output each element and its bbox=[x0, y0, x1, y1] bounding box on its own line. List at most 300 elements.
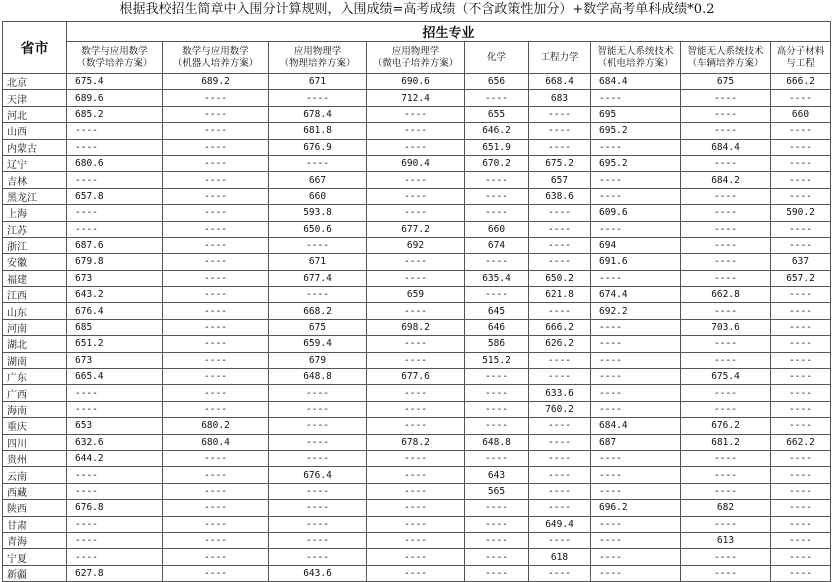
score-cell: ---- bbox=[681, 336, 771, 352]
score-cell: ---- bbox=[681, 516, 771, 532]
score-cell: ---- bbox=[163, 205, 269, 221]
score-cell: ---- bbox=[163, 565, 269, 581]
province-cell: 吉林 bbox=[3, 172, 67, 188]
score-cell: ---- bbox=[163, 336, 269, 352]
table-row bbox=[3, 516, 831, 532]
table-row bbox=[3, 155, 831, 171]
major-plan: 与工程 bbox=[786, 57, 815, 69]
major-name: 应用物理学 bbox=[293, 45, 342, 57]
province-cell: 新疆 bbox=[3, 565, 67, 581]
score-cell: 671 bbox=[269, 74, 367, 90]
score-cell: ---- bbox=[771, 369, 831, 385]
province-cell: 江苏 bbox=[3, 221, 67, 237]
score-cell: 680.4 bbox=[163, 434, 269, 450]
province-cell: 陕西 bbox=[3, 500, 67, 516]
score-cell: ---- bbox=[367, 303, 465, 319]
major-name: 应用物理学 bbox=[391, 45, 440, 57]
score-cell: 660 bbox=[269, 188, 367, 204]
province-cell: 北京 bbox=[3, 74, 67, 90]
score-cell: ---- bbox=[681, 205, 771, 221]
score-cell: 691.6 bbox=[591, 254, 681, 270]
score-cell: ---- bbox=[269, 418, 367, 434]
score-cell: 613 bbox=[681, 532, 771, 548]
score-cell: 662.8 bbox=[681, 287, 771, 303]
score-cell: ---- bbox=[771, 303, 831, 319]
score-cell: ---- bbox=[163, 172, 269, 188]
province-cell: 黑龙江 bbox=[3, 188, 67, 204]
score-cell: ---- bbox=[681, 106, 771, 122]
score-cell: ---- bbox=[465, 401, 529, 417]
score-cell: 609.6 bbox=[591, 205, 681, 221]
score-cell: ---- bbox=[163, 450, 269, 466]
score-cell: 685.2 bbox=[67, 106, 163, 122]
score-cell: ---- bbox=[771, 532, 831, 548]
score-cell: 621.8 bbox=[529, 287, 591, 303]
score-cell: ---- bbox=[771, 500, 831, 516]
score-cell: 680.6 bbox=[67, 155, 163, 171]
score-cell: ---- bbox=[465, 369, 529, 385]
score-cell: 692.2 bbox=[591, 303, 681, 319]
score-cell: ---- bbox=[465, 565, 529, 581]
table-row bbox=[3, 188, 831, 204]
score-cell: 565 bbox=[465, 483, 529, 499]
score-cell: ---- bbox=[591, 319, 681, 335]
score-cell: 635.4 bbox=[465, 270, 529, 286]
province-cell: 甘肃 bbox=[3, 516, 67, 532]
score-cell: ---- bbox=[681, 483, 771, 499]
score-cell: ---- bbox=[269, 287, 367, 303]
score-cell: ---- bbox=[681, 450, 771, 466]
province-cell: 湖南 bbox=[3, 352, 67, 368]
score-cell: ---- bbox=[591, 270, 681, 286]
score-cell: ---- bbox=[529, 237, 591, 253]
score-cell: ---- bbox=[681, 123, 771, 139]
score-cell: ---- bbox=[681, 303, 771, 319]
score-cell: 677.4 bbox=[269, 270, 367, 286]
score-cell: ---- bbox=[771, 336, 831, 352]
score-cell: 690.4 bbox=[367, 155, 465, 171]
score-cell: 650.6 bbox=[269, 221, 367, 237]
score-cell: ---- bbox=[67, 516, 163, 532]
score-cell: ---- bbox=[367, 483, 465, 499]
score-cell: 683 bbox=[529, 90, 591, 106]
score-cell: 638.6 bbox=[529, 188, 591, 204]
score-cell: ---- bbox=[529, 254, 591, 270]
score-cell: 695.2 bbox=[591, 123, 681, 139]
score-cell: ---- bbox=[367, 450, 465, 466]
score-cell: ---- bbox=[465, 450, 529, 466]
major-name: 工程力学 bbox=[540, 51, 579, 63]
score-cell: ---- bbox=[367, 500, 465, 516]
score-cell: 712.4 bbox=[367, 90, 465, 106]
score-cell: 760.2 bbox=[529, 401, 591, 417]
score-cell: 593.8 bbox=[269, 205, 367, 221]
score-cell: 648.8 bbox=[465, 434, 529, 450]
major-name: 智能无人系统技术 bbox=[597, 45, 674, 57]
table-row bbox=[3, 90, 831, 106]
score-cell: ---- bbox=[269, 516, 367, 532]
score-cell: 692 bbox=[367, 237, 465, 253]
score-cell: ---- bbox=[529, 123, 591, 139]
score-cell: ---- bbox=[367, 549, 465, 565]
score-cell: 643.2 bbox=[67, 287, 163, 303]
score-cell: 675.4 bbox=[681, 369, 771, 385]
score-cell: 680.2 bbox=[163, 418, 269, 434]
score-cell: ---- bbox=[163, 483, 269, 499]
score-cell: ---- bbox=[367, 532, 465, 548]
score-cell: 632.6 bbox=[67, 434, 163, 450]
province-cell: 西藏 bbox=[3, 483, 67, 499]
score-cell: ---- bbox=[465, 500, 529, 516]
table-row bbox=[3, 369, 831, 385]
table-row bbox=[3, 385, 831, 401]
table-row bbox=[3, 106, 831, 122]
province-cell: 广东 bbox=[3, 369, 67, 385]
score-cell: 651.9 bbox=[465, 139, 529, 155]
score-cell: 687 bbox=[591, 434, 681, 450]
major-name: 高分子材料 bbox=[776, 45, 825, 57]
major-name: 化学 bbox=[486, 51, 506, 63]
score-cell: ---- bbox=[367, 172, 465, 188]
major-group-header: 招生专业 bbox=[67, 22, 831, 42]
score-cell: 644.2 bbox=[67, 450, 163, 466]
score-cell: ---- bbox=[681, 90, 771, 106]
score-cell: 677.2 bbox=[367, 221, 465, 237]
major-column-header bbox=[529, 42, 591, 74]
province-cell: 河南 bbox=[3, 319, 67, 335]
score-cell: ---- bbox=[269, 450, 367, 466]
score-cell: 677.6 bbox=[367, 369, 465, 385]
score-cell: ---- bbox=[591, 450, 681, 466]
province-cell: 贵州 bbox=[3, 450, 67, 466]
score-cell: ---- bbox=[771, 565, 831, 581]
province-cell: 四川 bbox=[3, 434, 67, 450]
province-cell: 湖北 bbox=[3, 336, 67, 352]
province-cell: 广西 bbox=[3, 385, 67, 401]
score-cell: 676.8 bbox=[67, 500, 163, 516]
score-cell: 684.2 bbox=[681, 172, 771, 188]
score-cell: ---- bbox=[163, 369, 269, 385]
score-cell: ---- bbox=[529, 221, 591, 237]
score-cell: ---- bbox=[529, 369, 591, 385]
score-cell: ---- bbox=[465, 385, 529, 401]
score-cell: ---- bbox=[771, 155, 831, 171]
score-cell: 656 bbox=[465, 74, 529, 90]
score-cell: ---- bbox=[269, 401, 367, 417]
score-cell: ---- bbox=[591, 401, 681, 417]
score-cell: ---- bbox=[465, 549, 529, 565]
score-cell: ---- bbox=[67, 401, 163, 417]
score-cell: 684.4 bbox=[591, 74, 681, 90]
score-cell: ---- bbox=[529, 532, 591, 548]
score-cell: 684.4 bbox=[591, 418, 681, 434]
score-cell: 689.2 bbox=[163, 74, 269, 90]
admission-score-table bbox=[2, 21, 831, 582]
score-cell: ---- bbox=[681, 270, 771, 286]
table-row bbox=[3, 467, 831, 483]
score-cell: ---- bbox=[591, 90, 681, 106]
score-cell: 671 bbox=[269, 254, 367, 270]
score-cell: ---- bbox=[771, 483, 831, 499]
score-cell: 660 bbox=[771, 106, 831, 122]
score-cell: ---- bbox=[591, 467, 681, 483]
score-cell: 687.6 bbox=[67, 237, 163, 253]
score-cell: 676.4 bbox=[269, 467, 367, 483]
major-column-header bbox=[163, 42, 269, 74]
score-cell: ---- bbox=[771, 450, 831, 466]
table-row bbox=[3, 287, 831, 303]
table-row bbox=[3, 303, 831, 319]
major-name: 智能无人系统技术 bbox=[687, 45, 764, 57]
score-cell: ---- bbox=[163, 155, 269, 171]
major-column-header bbox=[367, 42, 465, 74]
major-column-header bbox=[465, 42, 529, 74]
score-cell: ---- bbox=[163, 401, 269, 417]
score-cell: ---- bbox=[269, 532, 367, 548]
score-cell: ---- bbox=[163, 467, 269, 483]
score-cell: 586 bbox=[465, 336, 529, 352]
score-cell: 643.6 bbox=[269, 565, 367, 581]
score-cell: 659 bbox=[367, 287, 465, 303]
score-cell: ---- bbox=[163, 237, 269, 253]
score-cell: ---- bbox=[269, 483, 367, 499]
province-cell: 辽宁 bbox=[3, 155, 67, 171]
score-cell: ---- bbox=[163, 188, 269, 204]
major-column-header bbox=[681, 42, 771, 74]
province-cell: 河北 bbox=[3, 106, 67, 122]
province-cell: 安徽 bbox=[3, 254, 67, 270]
province-cell: 海南 bbox=[3, 401, 67, 417]
score-cell: ---- bbox=[681, 565, 771, 581]
score-cell: ---- bbox=[465, 90, 529, 106]
table-row bbox=[3, 254, 831, 270]
score-cell: 682 bbox=[681, 500, 771, 516]
score-cell: 590.2 bbox=[771, 205, 831, 221]
score-cell: ---- bbox=[681, 467, 771, 483]
score-cell: 670.2 bbox=[465, 155, 529, 171]
score-cell: 666.2 bbox=[771, 74, 831, 90]
score-cell: 645 bbox=[465, 303, 529, 319]
score-cell: ---- bbox=[163, 319, 269, 335]
score-cell: ---- bbox=[529, 483, 591, 499]
score-cell: ---- bbox=[529, 434, 591, 450]
score-cell: ---- bbox=[367, 106, 465, 122]
score-cell: ---- bbox=[771, 352, 831, 368]
major-column-header bbox=[771, 42, 831, 74]
score-cell: ---- bbox=[771, 237, 831, 253]
score-cell: ---- bbox=[771, 549, 831, 565]
score-cell: ---- bbox=[67, 467, 163, 483]
province-cell: 重庆 bbox=[3, 418, 67, 434]
score-cell: 673 bbox=[67, 270, 163, 286]
score-cell: ---- bbox=[591, 565, 681, 581]
score-cell: 651.2 bbox=[67, 336, 163, 352]
score-cell: ---- bbox=[591, 172, 681, 188]
province-cell: 山西 bbox=[3, 123, 67, 139]
score-cell: ---- bbox=[163, 254, 269, 270]
score-cell: ---- bbox=[163, 532, 269, 548]
score-cell: ---- bbox=[67, 172, 163, 188]
score-cell: ---- bbox=[529, 352, 591, 368]
score-cell: 673 bbox=[67, 352, 163, 368]
score-cell: ---- bbox=[681, 549, 771, 565]
score-cell: 679 bbox=[269, 352, 367, 368]
table-row bbox=[3, 205, 831, 221]
province-cell: 福建 bbox=[3, 270, 67, 286]
score-cell: ---- bbox=[465, 287, 529, 303]
score-cell: 679.8 bbox=[67, 254, 163, 270]
score-cell: 668.2 bbox=[269, 303, 367, 319]
score-cell: ---- bbox=[163, 287, 269, 303]
score-cell: ---- bbox=[367, 254, 465, 270]
major-column-header bbox=[591, 42, 681, 74]
score-cell: ---- bbox=[591, 532, 681, 548]
score-cell: 665.4 bbox=[67, 369, 163, 385]
score-cell: 689.6 bbox=[67, 90, 163, 106]
score-cell: 657.8 bbox=[67, 188, 163, 204]
score-cell: ---- bbox=[681, 155, 771, 171]
score-cell: ---- bbox=[269, 385, 367, 401]
score-cell: 646.2 bbox=[465, 123, 529, 139]
score-cell: 674.4 bbox=[591, 287, 681, 303]
score-cell: 653 bbox=[67, 418, 163, 434]
table-row bbox=[3, 221, 831, 237]
score-cell: 681.8 bbox=[269, 123, 367, 139]
score-cell: ---- bbox=[67, 385, 163, 401]
table-row bbox=[3, 483, 831, 499]
score-cell: ---- bbox=[367, 401, 465, 417]
score-cell: 633.6 bbox=[529, 385, 591, 401]
table-row bbox=[3, 352, 831, 368]
score-cell: ---- bbox=[163, 106, 269, 122]
score-cell: ---- bbox=[771, 139, 831, 155]
score-cell: 675 bbox=[681, 74, 771, 90]
score-cell: ---- bbox=[771, 221, 831, 237]
score-cell: ---- bbox=[367, 123, 465, 139]
table-row bbox=[3, 74, 831, 90]
score-cell: ---- bbox=[367, 205, 465, 221]
score-cell: ---- bbox=[163, 123, 269, 139]
table-row bbox=[3, 418, 831, 434]
table-row bbox=[3, 123, 831, 139]
score-cell: 690.6 bbox=[367, 74, 465, 90]
province-cell: 山东 bbox=[3, 303, 67, 319]
province-cell: 青海 bbox=[3, 532, 67, 548]
score-cell: ---- bbox=[67, 139, 163, 155]
score-cell: ---- bbox=[681, 188, 771, 204]
score-cell: ---- bbox=[367, 336, 465, 352]
table-row bbox=[3, 319, 831, 335]
table-row bbox=[3, 172, 831, 188]
score-cell: ---- bbox=[163, 270, 269, 286]
score-cell: 681.2 bbox=[681, 434, 771, 450]
score-cell: 627.8 bbox=[67, 565, 163, 581]
score-cell: ---- bbox=[67, 123, 163, 139]
score-cell: ---- bbox=[771, 401, 831, 417]
score-cell: ---- bbox=[529, 139, 591, 155]
score-cell: ---- bbox=[771, 319, 831, 335]
score-cell: ---- bbox=[771, 516, 831, 532]
score-cell: ---- bbox=[681, 385, 771, 401]
score-cell: 678.4 bbox=[269, 106, 367, 122]
score-cell: 695 bbox=[591, 106, 681, 122]
table-row bbox=[3, 434, 831, 450]
score-cell: 618 bbox=[529, 549, 591, 565]
score-cell: ---- bbox=[771, 172, 831, 188]
score-cell: ---- bbox=[269, 434, 367, 450]
score-cell: 626.2 bbox=[529, 336, 591, 352]
score-cell: ---- bbox=[681, 254, 771, 270]
score-cell: 660 bbox=[465, 221, 529, 237]
score-cell: ---- bbox=[465, 205, 529, 221]
score-cell: ---- bbox=[367, 270, 465, 286]
province-column-header: 省市 bbox=[3, 22, 67, 74]
table-row bbox=[3, 270, 831, 286]
table-row bbox=[3, 565, 831, 581]
score-cell: ---- bbox=[269, 237, 367, 253]
score-cell: ---- bbox=[163, 139, 269, 155]
score-cell: ---- bbox=[771, 418, 831, 434]
score-cell: ---- bbox=[367, 516, 465, 532]
score-cell: ---- bbox=[163, 549, 269, 565]
major-plan: （数学培养方案） bbox=[76, 57, 153, 69]
score-cell: 675.2 bbox=[529, 155, 591, 171]
score-cell: ---- bbox=[465, 532, 529, 548]
table-row bbox=[3, 139, 831, 155]
score-cell: ---- bbox=[591, 336, 681, 352]
score-cell: ---- bbox=[771, 188, 831, 204]
score-cell: ---- bbox=[163, 385, 269, 401]
score-cell: ---- bbox=[591, 221, 681, 237]
major-name: 数学与应用数学 bbox=[81, 45, 148, 57]
score-cell: 674 bbox=[465, 237, 529, 253]
score-cell: 676.2 bbox=[681, 418, 771, 434]
table-row bbox=[3, 450, 831, 466]
score-cell: ---- bbox=[681, 221, 771, 237]
score-cell: 643 bbox=[465, 467, 529, 483]
score-cell: 668.4 bbox=[529, 74, 591, 90]
score-cell: 667 bbox=[269, 172, 367, 188]
score-cell: 655 bbox=[465, 106, 529, 122]
score-cell: ---- bbox=[529, 418, 591, 434]
score-cell: ---- bbox=[591, 549, 681, 565]
score-cell: ---- bbox=[269, 155, 367, 171]
major-plan: （车辆培养方案） bbox=[687, 57, 764, 69]
major-name: 数学与应用数学 bbox=[182, 45, 249, 57]
score-cell: ---- bbox=[771, 90, 831, 106]
score-cell: 648.8 bbox=[269, 369, 367, 385]
major-plan: （机器人培养方案） bbox=[172, 57, 259, 69]
score-cell: 698.2 bbox=[367, 319, 465, 335]
score-cell: ---- bbox=[529, 303, 591, 319]
score-cell: ---- bbox=[771, 287, 831, 303]
score-cell: ---- bbox=[681, 401, 771, 417]
score-cell: ---- bbox=[771, 123, 831, 139]
score-cell: 666.2 bbox=[529, 319, 591, 335]
score-cell: ---- bbox=[591, 516, 681, 532]
score-cell: 678.2 bbox=[367, 434, 465, 450]
score-cell: ---- bbox=[269, 549, 367, 565]
score-cell: ---- bbox=[67, 532, 163, 548]
province-cell: 上海 bbox=[3, 205, 67, 221]
score-cell: 650.2 bbox=[529, 270, 591, 286]
score-cell: 646 bbox=[465, 319, 529, 335]
score-cell: ---- bbox=[367, 139, 465, 155]
score-cell: ---- bbox=[591, 483, 681, 499]
table-row bbox=[3, 237, 831, 253]
score-cell: ---- bbox=[529, 565, 591, 581]
score-cell: 676.4 bbox=[67, 303, 163, 319]
